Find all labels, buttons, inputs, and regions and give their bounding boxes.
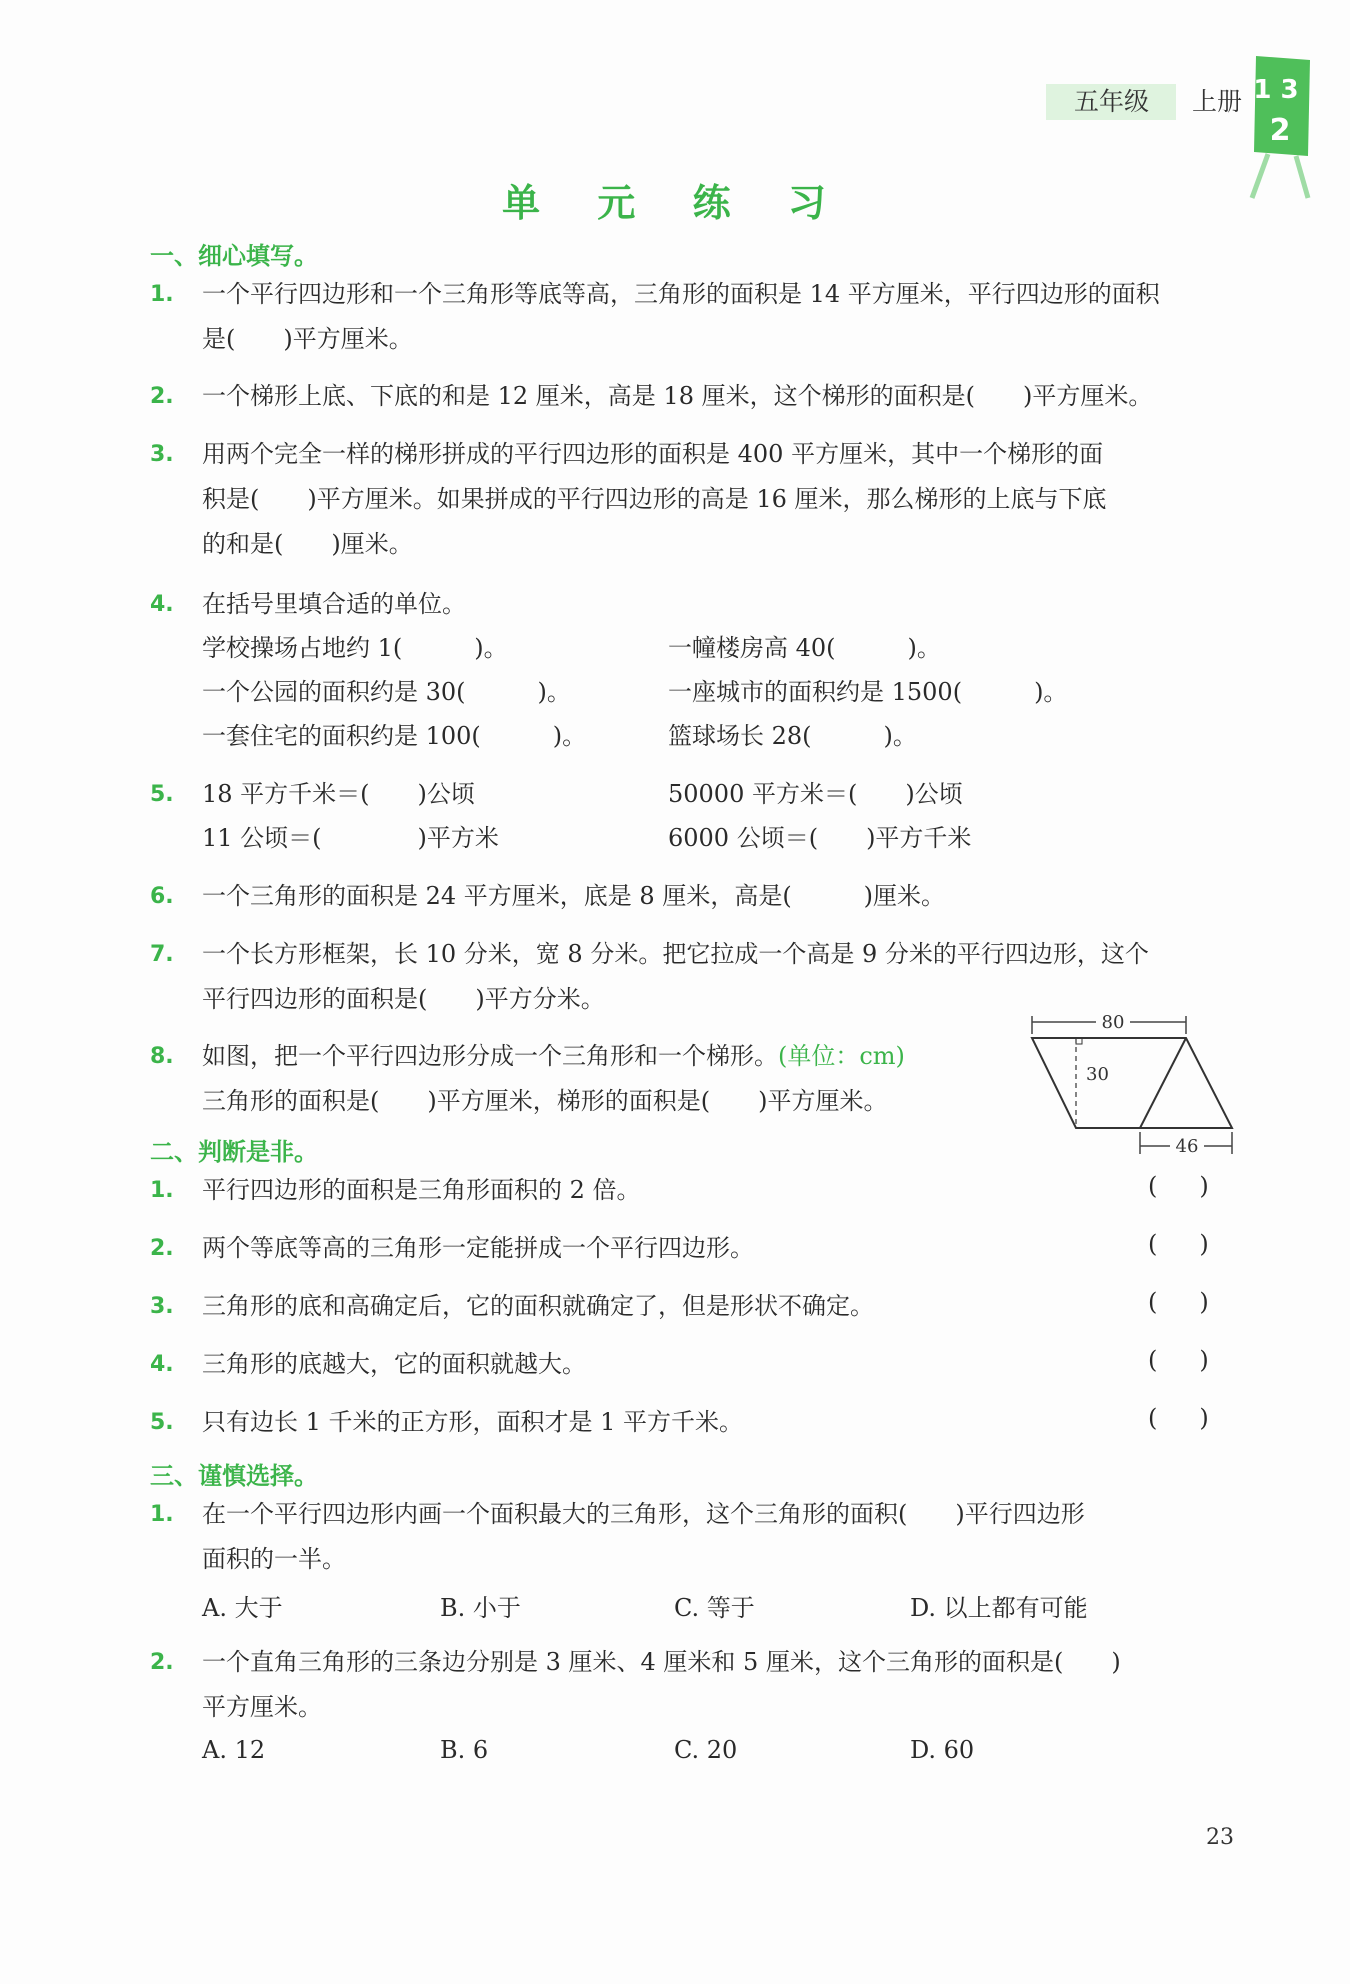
question-line: 的和是( )厘米。	[202, 530, 413, 558]
fill-question-2	[150, 374, 1240, 419]
question-line: 面积的一半。	[202, 1545, 346, 1573]
judge-question-5	[150, 1400, 1240, 1445]
question-line: 一个长方形框架，长 10 分米，宽 8 分米。把它拉成一个高是 9 分米的平行四边形，这个	[202, 940, 1149, 968]
fill-q4-item-a: 学校操场占地约 1( )。	[202, 634, 508, 662]
question-number: 2.	[150, 1650, 174, 1675]
question-number: 1.	[150, 1178, 174, 1203]
answer-paren[interactable]: ()	[1148, 1230, 1251, 1258]
question-line: 积是( )平方厘米。如果拼成的平行四边形的高是 16 厘米，那么梯形的上底与下底	[202, 485, 1107, 513]
question-number: 4.	[150, 592, 174, 617]
question-number: 4.	[150, 1352, 174, 1377]
question-number: 1.	[150, 1502, 174, 1527]
parallelogram-figure	[1028, 1008, 1238, 1158]
question-number: 7.	[150, 942, 174, 967]
fill-question-1	[150, 272, 1240, 362]
question-line: 一个梯形上底、下底的和是 12 厘米，高是 18 厘米，这个梯形的面积是( )平方厘米。	[202, 382, 1153, 410]
question-line: 平行四边形的面积是( )平方分米。	[202, 985, 605, 1013]
fill-question-3	[150, 432, 1240, 567]
question-line: 是( )平方厘米。	[202, 325, 413, 353]
fill-question-8	[150, 1034, 1020, 1124]
volume-label: 上册	[1192, 87, 1243, 116]
question-line: 如图，把一个平行四边形分成一个三角形和一个梯形。	[202, 1042, 778, 1070]
label-height: 30	[1086, 1064, 1109, 1085]
choose-question-2	[150, 1640, 1240, 1730]
judge-question-2	[150, 1226, 1240, 1271]
fill-question-6	[150, 874, 1240, 919]
question-line: 用两个完全一样的梯形拼成的平行四边形的面积是 400 平方厘米，其中一个梯形的面	[202, 440, 1104, 468]
fill-q4-item-c: 一个公园的面积约是 30( )。	[202, 678, 571, 706]
question-line: 只有边长 1 千米的正方形，面积才是 1 平方千米。	[202, 1408, 744, 1436]
question-number: 2.	[150, 1236, 174, 1261]
question-number: 8.	[150, 1044, 174, 1069]
question-number: 3.	[150, 442, 174, 467]
choose-question-1	[150, 1492, 1240, 1582]
logo-top-text: 1 3	[1253, 75, 1299, 105]
question-line: 两个等底等高的三角形一定能拼成一个平行四边形。	[202, 1234, 754, 1262]
question-line: 一个平行四边形和一个三角形等底等高，三角形的面积是 14 平方厘米，平行四边形的面积	[202, 280, 1160, 308]
fill-q5-item-b: 50000 平方米＝( )公顷	[668, 780, 963, 808]
section-judge-heading: 二、判断是非。	[150, 1138, 318, 1166]
judge-question-1	[150, 1168, 1240, 1213]
section-fill-heading: 一、细心填写。	[150, 242, 318, 270]
question-line: 三角形的底和高确定后，它的面积就确定了，但是形状不确定。	[202, 1292, 874, 1320]
section-choose-heading: 三、谨慎选择。	[150, 1462, 318, 1490]
option-a[interactable]: A. 大于	[202, 1594, 283, 1622]
fill-q4-item-e: 一套住宅的面积约是 100( )。	[202, 722, 587, 750]
option-b[interactable]: B. 6	[440, 1736, 489, 1764]
question-number: 1.	[150, 282, 174, 307]
grade-label: 五年级	[1074, 87, 1150, 116]
option-d[interactable]: D. 以上都有可能	[910, 1594, 1088, 1622]
option-c[interactable]: C. 20	[674, 1736, 738, 1764]
label-top: 80	[1101, 1012, 1125, 1033]
question-line: 一个直角三角形的三条边分别是 3 厘米、4 厘米和 5 厘米，这个三角形的面积是( )	[202, 1648, 1121, 1676]
option-c[interactable]: C. 等于	[674, 1594, 755, 1622]
page-title: 单 元 练 习	[502, 181, 848, 225]
fill-q4-item-b: 一幢楼房高 40( )。	[668, 634, 941, 662]
answer-paren[interactable]: ()	[1148, 1346, 1251, 1374]
question-line: 在一个平行四边形内画一个面积最大的三角形，这个三角形的面积( )平行四边形	[202, 1500, 1085, 1528]
page-number: 23	[1206, 1825, 1234, 1850]
option-a[interactable]: A. 12	[202, 1736, 266, 1764]
question-line: 三角形的底越大，它的面积就越大。	[202, 1350, 586, 1378]
question-number: 6.	[150, 884, 174, 909]
logo-bottom-text: 2	[1269, 113, 1291, 148]
question-number: 5.	[150, 782, 174, 807]
fill-q5-item-a: 18 平方千米＝( )公顷	[202, 780, 475, 808]
answer-paren[interactable]: ()	[1148, 1404, 1251, 1432]
question-line: 平行四边形的面积是三角形面积的 2 倍。	[202, 1176, 641, 1204]
answer-paren[interactable]: ()	[1148, 1288, 1251, 1316]
question-number: 3.	[150, 1294, 174, 1319]
answer-paren[interactable]: ()	[1148, 1172, 1251, 1200]
fill-q5-item-d: 6000 公顷＝( )平方千米	[668, 824, 972, 852]
label-bottom: 46	[1175, 1136, 1199, 1157]
fill-q4-item-d: 一座城市的面积约是 1500( )。	[668, 678, 1068, 706]
question-line: 在括号里填合适的单位。	[202, 590, 466, 618]
option-b[interactable]: B. 小于	[440, 1594, 521, 1622]
unit-note: (单位：cm)	[778, 1042, 905, 1070]
fill-q4-item-f: 篮球场长 28( )。	[668, 722, 917, 750]
question-number: 2.	[150, 384, 174, 409]
option-d[interactable]: D. 60	[910, 1736, 975, 1764]
question-line: 平方厘米。	[202, 1693, 322, 1721]
fill-question-4	[150, 582, 1240, 627]
question-number: 5.	[150, 1410, 174, 1435]
judge-question-3	[150, 1284, 1240, 1329]
question-line: 一个三角形的面积是 24 平方厘米，底是 8 厘米，高是( )厘米。	[202, 882, 946, 910]
judge-question-4	[150, 1342, 1240, 1387]
fill-q5-item-c: 11 公顷＝( )平方米	[202, 824, 499, 852]
question-line: 三角形的面积是( )平方厘米，梯形的面积是( )平方厘米。	[202, 1087, 888, 1115]
